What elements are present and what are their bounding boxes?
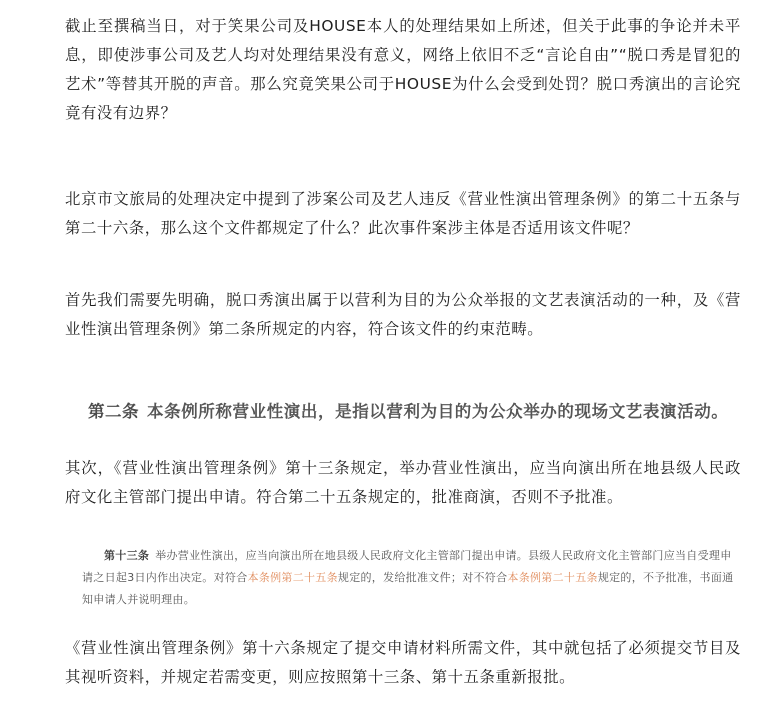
clipping-article-13-body	[82, 545, 734, 611]
article-13-number: 第十三条	[104, 549, 150, 562]
article-13-reference-1: 本条例第二十五条	[247, 571, 338, 584]
article-13-text-3: 规定的，不予批准，书面通知申请人并说明理由。	[82, 571, 734, 606]
paragraph-regulation-question: 北京市文旅局的处理决定中提到了涉案公司及艺人违反《营业性演出管理条例》的第二十五条与第二十六条，那么这个文件都规定了什么？此次事件案涉主体是否适用该文件呢？	[65, 190, 741, 237]
article-13-text-2: 规定的，发给批准文件；对不符合	[337, 571, 508, 584]
article-13-text-1: 举办营业性演出，应当向演出所在地县级人民政府文化主管部门提出申请。县级人民政府文化主管部门应当自受理申请之日起3日内作出决定。对符合	[82, 549, 732, 584]
paragraph-scope: 首先我们需要先明确，脱口秀演出属于以营利为目的为公众举报的文艺表演活动的一种，及《营业性演出管理条例》第二条所规定的内容，符合该文件的约束范畴。	[65, 291, 741, 338]
paragraph-intro: 截止至撰稿当日，对于笑果公司及HOUSE本人的处理结果如上所述，但关于此事的争论并未平息，即使涉事公司及艺人均对处理结果没有意义，网络上依旧不乏“言论自由”“脱口秀是冒犯的艺术”等替其开脱的声音。那么究竟笑果公司于HOUSE为什么会受到处罚？脱口秀演出的言论究竟有没有边界？	[65, 17, 741, 122]
paragraph-article-13-summary: 其次，《营业性演出管理条例》第十三条规定，举办营业性演出，应当向演出所在地县级人民政府文化主管部门提出申请。符合第二十五条规定的，批准商演，否则不予批准。	[65, 459, 741, 506]
clipping-article-2-line	[88, 398, 728, 422]
article-13-reference-2: 本条例第二十五条	[507, 571, 598, 584]
paragraph-article-16: 《营业性演出管理条例》第十六条规定了提交申请材料所需文件，其中就包括了必须提交节目及其视听资料，并规定若需变更，则应按照第十三条、第十五条重新报批。	[65, 639, 741, 686]
clipping-article-13	[78, 543, 742, 613]
clipping-article-2	[80, 392, 740, 428]
article-2-number: 第二条	[88, 402, 139, 421]
article-2-text: 本条例所称营业性演出，是指以营利为目的为公众举办的现场文艺表演活动。	[147, 402, 729, 421]
